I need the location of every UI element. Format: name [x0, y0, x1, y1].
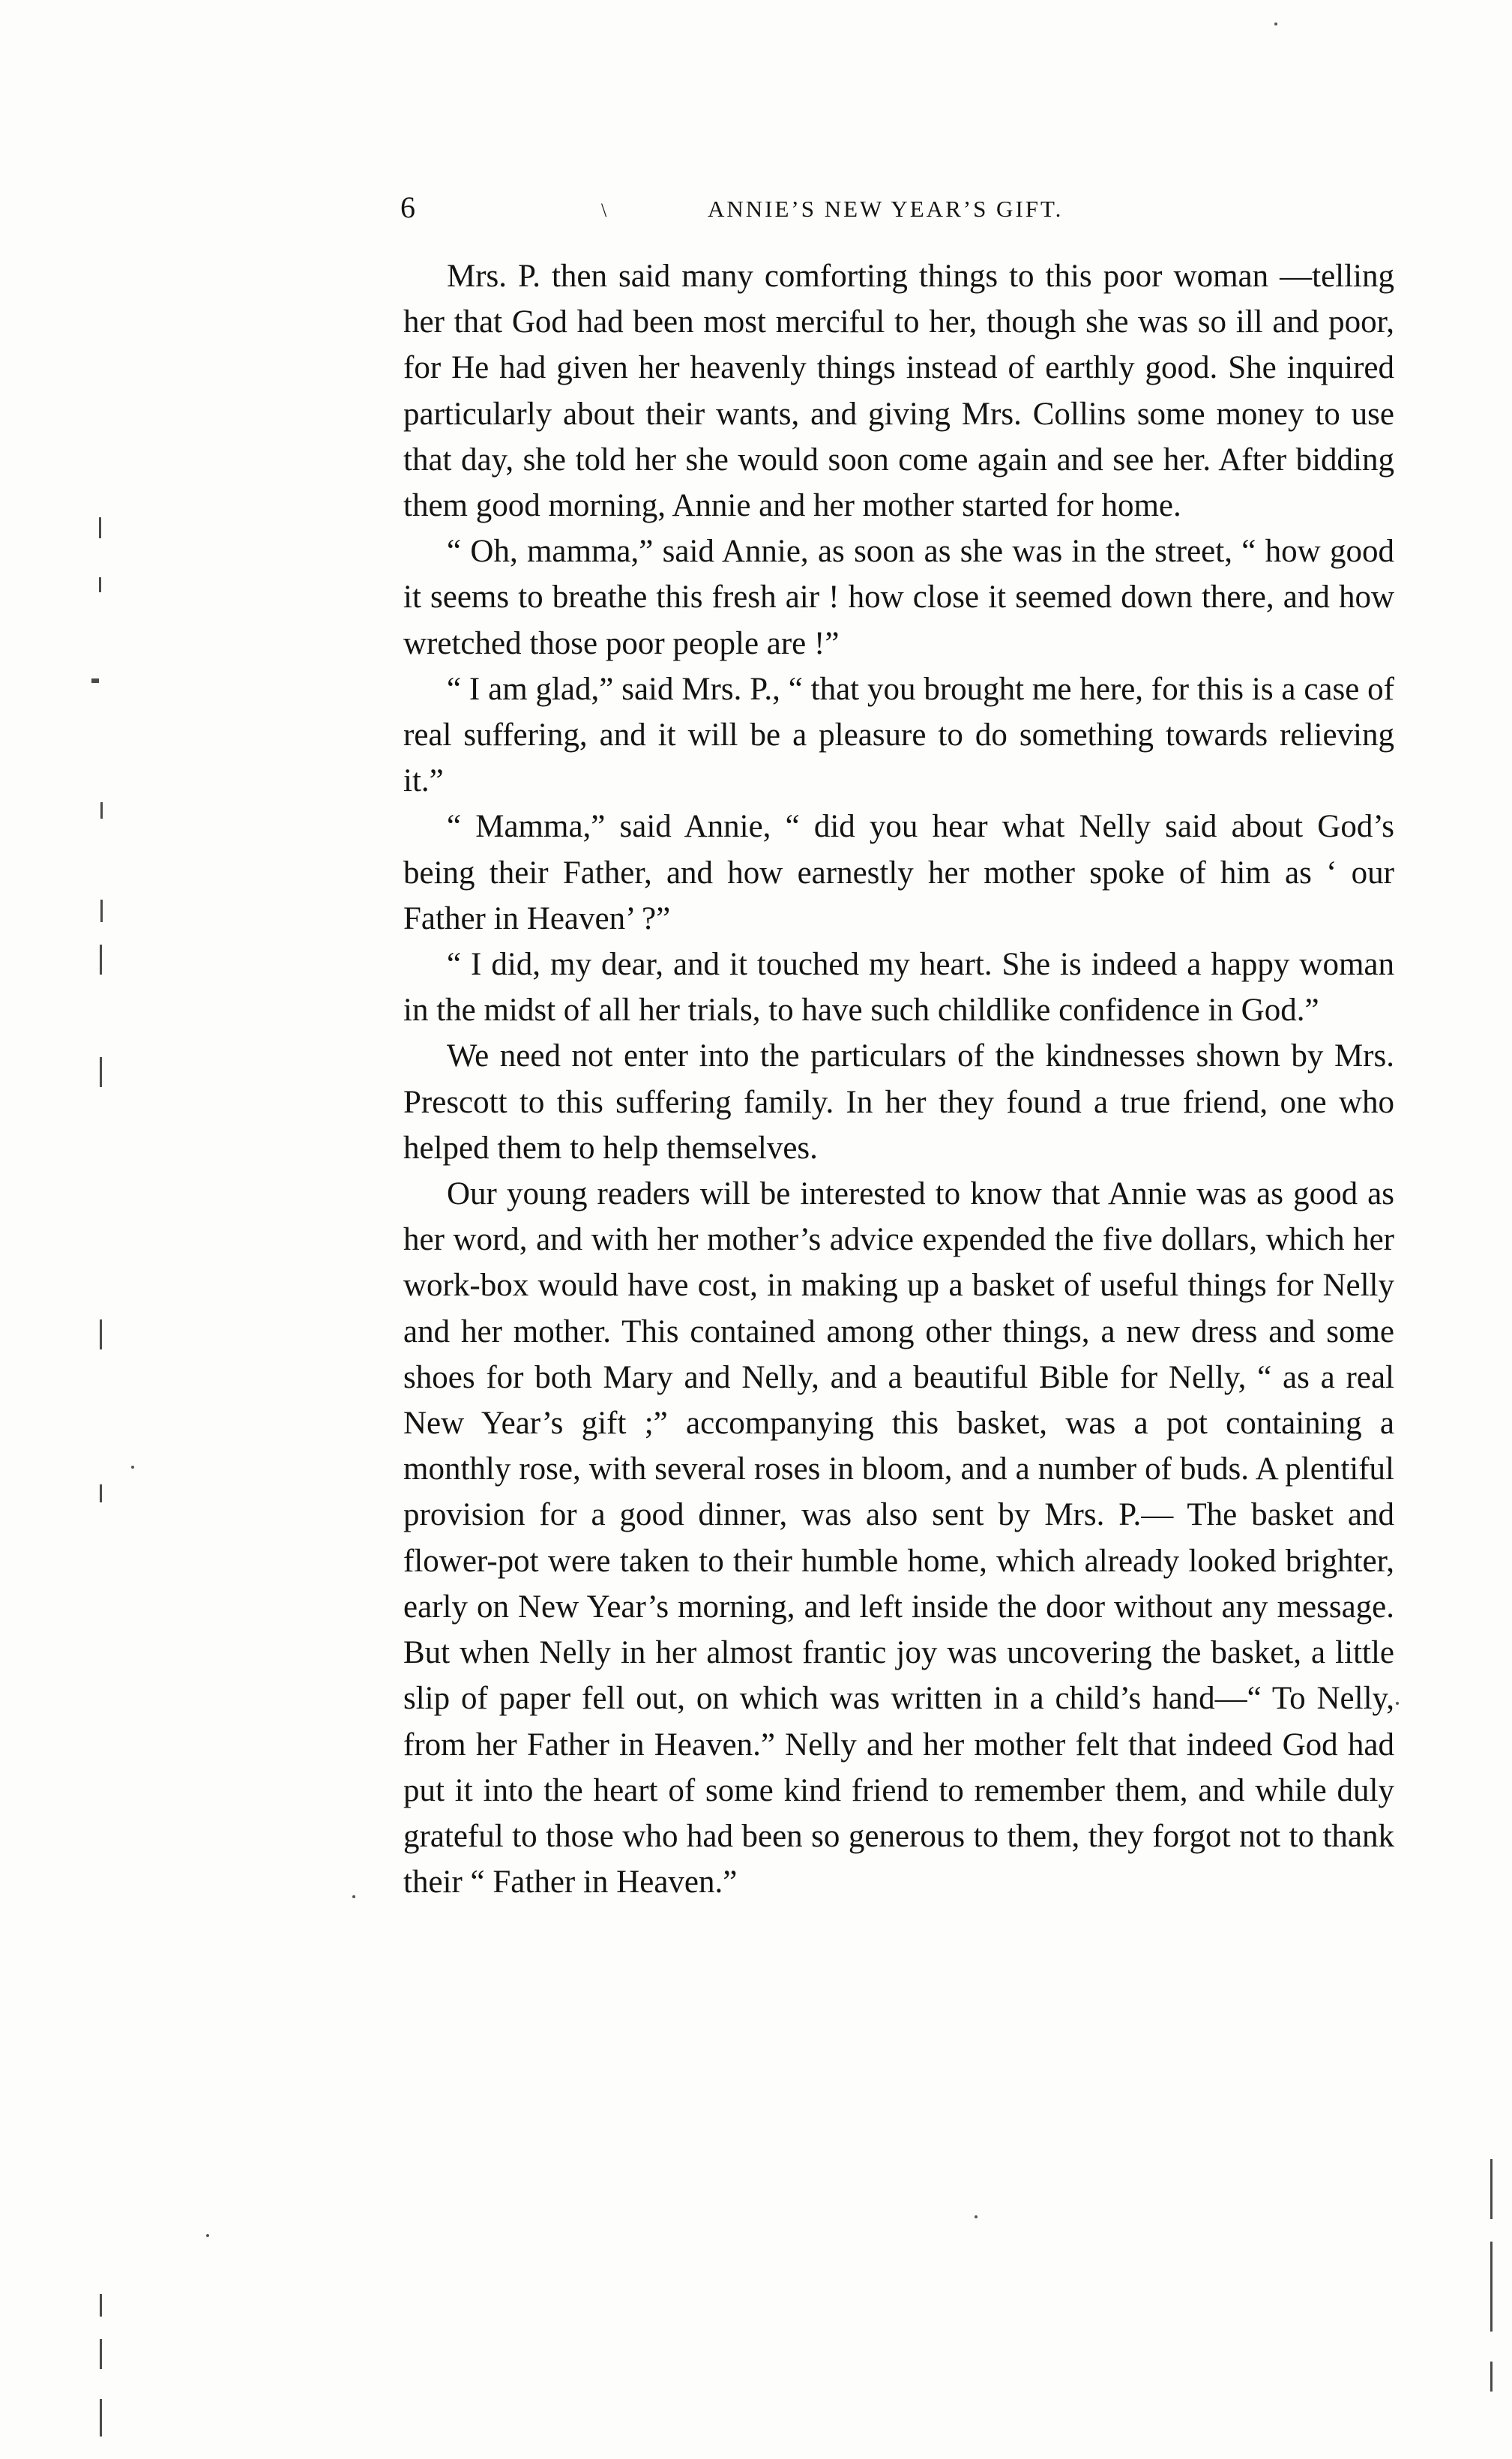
gutter-mark: [99, 517, 101, 538]
speck: [131, 1466, 134, 1469]
gutter-mark: [100, 2294, 102, 2317]
paragraph: “ Oh, mamma,” said Annie, as soon as she was in the street, “ how good it seems to breathe this fresh air ! how close it seemed down there, and how wretched those poor people are !”: [403, 534, 1394, 661]
speck: [1396, 1702, 1399, 1705]
header-mark: \: [601, 199, 607, 221]
edge-mark: [1490, 2159, 1493, 2219]
speck: [206, 2234, 209, 2237]
paragraph: “ Mamma,” said Annie, “ did you hear what Nelly said about God’s being their Father, and how earnestly her mother spoke of him as ‘ our Father in Heaven’ ?”: [403, 809, 1394, 936]
gutter-mark: [100, 945, 102, 975]
gutter-mark: [99, 577, 101, 592]
paragraph: “ I am glad,” said Mrs. P., “ that you brought me here, for this is a case of real suffering, and it will be a pleasure to do something towards relieving it.”: [403, 671, 1394, 799]
running-title: ANNIE’S NEW YEAR’S GIFT.: [708, 196, 1064, 222]
edge-mark: [1490, 2362, 1493, 2392]
speck: [975, 2215, 978, 2218]
paragraph: “ I did, my dear, and it touched my heart. She is indeed a happy woman in the midst of all her trials, to have such childlike confidence in God.”: [403, 947, 1394, 1029]
paragraph: We need not enter into the particulars of the kindnesses shown by Mrs. Prescott to this suffering family. In her they found a true friend, one who helped them to help themselves.: [403, 1038, 1394, 1166]
speck: [352, 1895, 355, 1898]
paragraph: Our young readers will be interested to know that Annie was as good as her word, and with her mother’s advice expended the five dollars, which her work-box would have cost, in making up a basket of useful things for Nelly and her mother. This contained among other things, a new dress and some shoes for both Mary and Nelly, and a beautiful Bible for Nelly, “ as a real New Year’s gift ;” accompanying this basket, was a pot containing a monthly rose, with several roses in bloom, and a number of buds. A plentiful provision for a good dinner, was also sent by Mrs. P.— The basket and flower-pot were taken to their humble home, which already looked brighter, early on New Year’s morning, and left inside the door without any message. But when Nelly in her almost frantic joy was uncovering the basket, a little slip of paper fell out, on which was written in a child’s hand—“ To Nelly, from her Father in Heaven.” Nelly and her mother felt that indeed God had put it into the heart of some kind friend to remember them, and while duly grateful to those who had been so generous to them, they forgot not to thank their “ Father in Heaven.”: [403, 1176, 1394, 1900]
speck: [1274, 22, 1277, 25]
gutter-mark: [100, 1319, 102, 1349]
edge-mark: [1490, 2242, 1493, 2332]
gutter-mark: [100, 1057, 102, 1087]
gutter-mark: [100, 900, 103, 922]
gutter-mark: [100, 802, 103, 819]
gutter-mark: [91, 678, 99, 683]
gutter-mark: [100, 2399, 102, 2437]
paragraph: Mrs. P. then said many comforting things to this poor woman —telling her that God had been most merciful to her, though she was so ill and poor, for He had given her heavenly things instead of earthly good. She inquired particularly about their wants, and giving Mrs. Collins some money to use that day, she told her she would soon come again and see her. After bidding them good morning, Annie and her mother started for home.: [403, 259, 1394, 524]
gutter-mark: [100, 2339, 102, 2369]
gutter-mark: [100, 1484, 102, 1502]
page-number: 6: [400, 190, 415, 224]
